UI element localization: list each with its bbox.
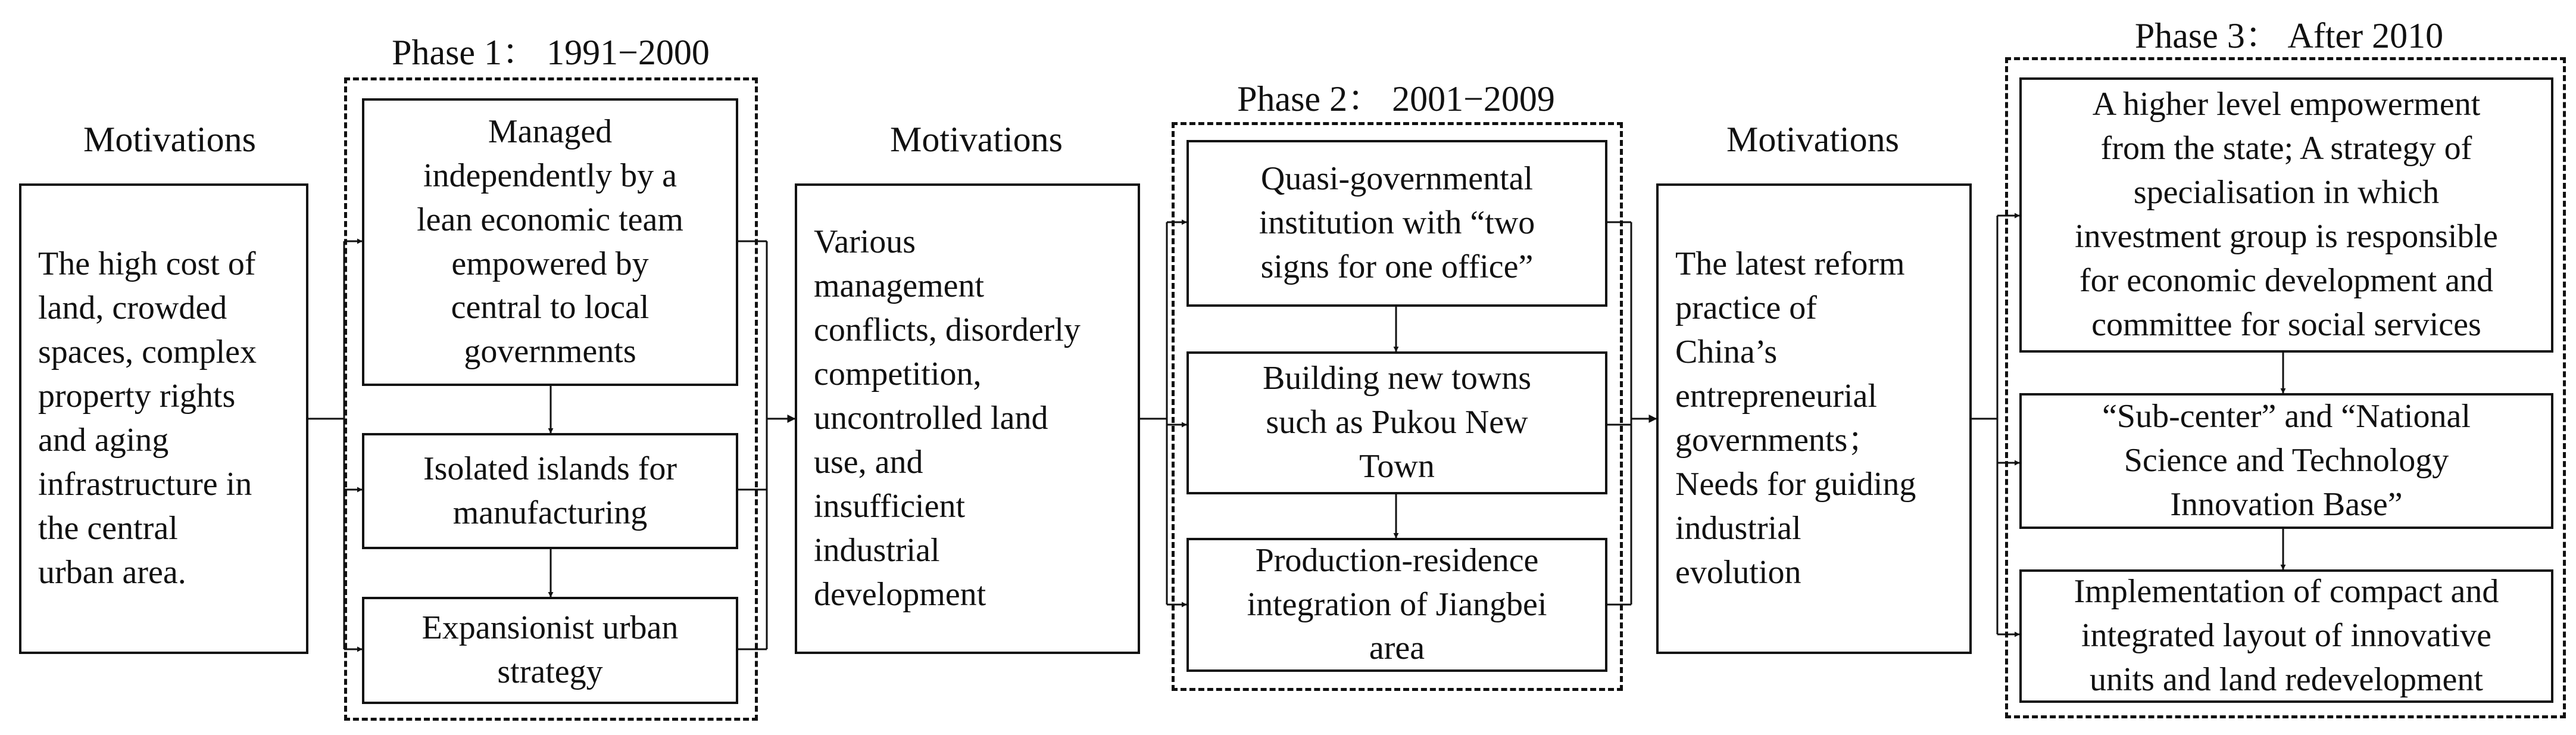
phase3-title: Phase 3： After 2010 [2134, 16, 2444, 55]
motivations-label-2: Motivations [889, 120, 1063, 159]
motivation-box-1 [19, 183, 308, 654]
phase1-step-3: Expansionist urban strategy [362, 597, 738, 704]
motivation-text-1: The high cost of land, crowded spaces, complex property rights and aging infrastructure in the central urban area. [38, 245, 257, 591]
phase2-step-3: Production-residence integration of Jiangbei area [1186, 538, 1607, 672]
motivation-text-3: The latest reform practice of China’s entrepreneurial governments； Needs for guiding industrial evolution [1675, 245, 1916, 591]
phase3-step-1: A higher level empowerment from the state; A strategy of specialisation in which investment group is responsible for economic development and committee for social services [2019, 77, 2553, 353]
motivations-label-3: Motivations [1726, 120, 1900, 159]
motivation-box-3 [1656, 183, 1972, 654]
phase2-step-2: Building new towns such as Pukou New Town [1186, 351, 1607, 494]
phase3-step-3: Implementation of compact and integrated layout of innovative units and land redevelopment [2019, 569, 2553, 703]
phase1-step-1: Managed independently by a lean economic team empowered by central to local governments [362, 98, 738, 386]
motivation-text-2: Various management conflicts, disorderly competition, uncontrolled land use, and insufficient industrial development [814, 223, 1081, 613]
phase2-title: Phase 2： 2001−2009 [1237, 79, 1555, 119]
phase2-step-1: Quasi-governmental institution with “two signs for one office” [1186, 140, 1607, 307]
motivations-label-1: Motivations [83, 120, 257, 159]
phase1-title: Phase 1： 1991−2000 [392, 33, 710, 72]
phase1-step-2: Isolated islands for manufacturing [362, 433, 738, 549]
phase3-step-2: “Sub-center” and “National Science and Technology Innovation Base” [2019, 393, 2553, 529]
motivation-box-2 [795, 183, 1140, 654]
